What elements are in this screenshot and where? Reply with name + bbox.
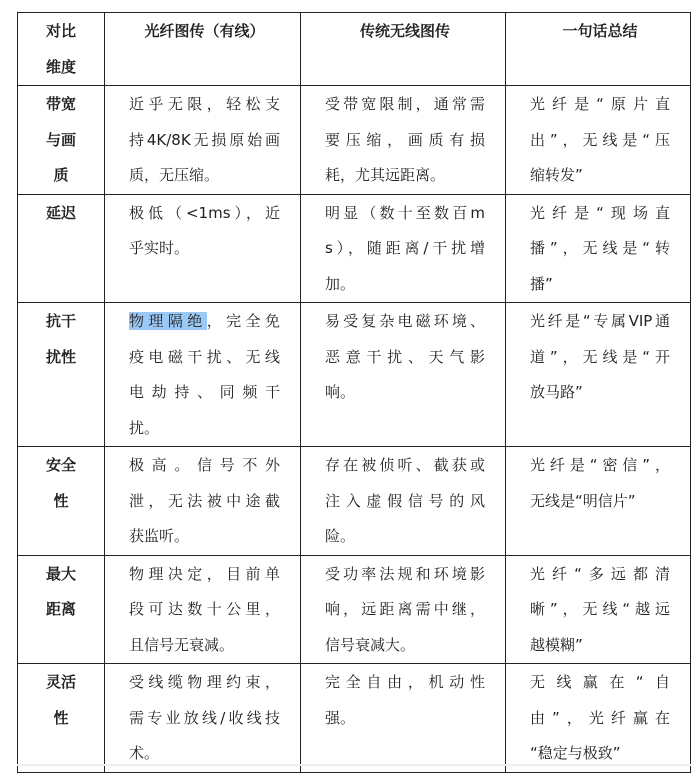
cell-line: 极高。信号不外 [129, 456, 280, 474]
cell-line: 光纤图传（有线） [144, 22, 265, 40]
cell-line: 需专业放线/收线技 [129, 708, 280, 727]
cell-line: 恶意干扰、天气影 [325, 347, 485, 366]
cell-line: 光纤是“专属VIP通 [530, 312, 670, 330]
cell-line: 近乎无限，轻松支 [129, 95, 280, 113]
cell-summary [506, 194, 691, 303]
cell-line: 光纤是“密信”， [530, 456, 670, 474]
cell-line: 段可达数十公里， [129, 600, 280, 618]
cell-line: 受功率法规和环境影 [325, 564, 485, 583]
cell-line: 获监听。 [129, 527, 190, 545]
cell-line: 质，无压缩。 [129, 166, 220, 184]
cell-line: 缩转发” [530, 166, 583, 184]
row-dimension [18, 86, 105, 195]
divider [17, 764, 691, 766]
cell-fiber [105, 86, 301, 195]
cell-line: 扰性 [45, 347, 76, 366]
table-row [18, 303, 691, 447]
cell-summary [506, 303, 691, 447]
cell-line: 光纤是“现场直 [530, 203, 670, 222]
cell-summary [506, 447, 691, 556]
table-row [18, 447, 691, 556]
cell-line: “稳定与极致” [530, 744, 621, 762]
cell-line: 疫电磁干扰、无线 [129, 347, 280, 366]
cell-line: 无线是“明信片” [530, 491, 636, 510]
cell-line: 强。 [325, 708, 356, 727]
cell-line: 物理隔绝，完全免 [129, 312, 280, 330]
cell-line: 要压缩，画质有损 [325, 130, 485, 149]
cell-fiber [105, 194, 301, 303]
cell-line: 光纤“多远都清 [530, 564, 670, 583]
cell-line: 响。 [325, 383, 356, 401]
cell-wireless [301, 555, 506, 664]
cell-line: 抗干 [45, 312, 76, 330]
cell-wireless [301, 447, 506, 556]
cell-line: 易受复杂电磁环境、 [325, 312, 485, 330]
cell-summary [506, 86, 691, 195]
cell-fiber [105, 555, 301, 664]
column-header [301, 13, 506, 86]
cell-line: 安全 [45, 456, 76, 474]
cell-line: 加。 [325, 274, 356, 293]
cell-line: 无线赢在“自 [530, 673, 670, 691]
cell-line: 带宽 [45, 95, 76, 113]
cell-wireless [301, 86, 506, 195]
cell-fiber [105, 664, 301, 773]
cell-line: 一句话总结 [562, 22, 638, 40]
cell-fiber [105, 447, 301, 556]
row-dimension [18, 194, 105, 303]
comparison-table [17, 12, 691, 773]
cell-line: 完全自由，机动性 [325, 673, 485, 691]
cell-line: 信号衰减大。 [325, 635, 416, 654]
cell-line: 性 [53, 708, 69, 727]
cell-line: 最大 [45, 564, 76, 583]
cell-line: 越模糊” [530, 635, 583, 654]
cell-line: 受带宽限制，通常需 [325, 95, 485, 113]
cell-line: 且信号无衰减。 [129, 635, 235, 654]
cell-line: 术。 [129, 744, 160, 762]
cell-line: 光纤是“原片直 [530, 95, 670, 113]
table-row [18, 555, 691, 664]
cell-line: 乎实时。 [129, 239, 190, 257]
cell-line: 受线缆物理约束， [129, 673, 280, 691]
cell-line: 持4K/8K无损原始画 [129, 130, 280, 149]
cell-line: 明显（数十至数百m [325, 203, 485, 222]
column-header [18, 13, 105, 86]
column-header [506, 13, 691, 86]
cell-wireless [301, 194, 506, 303]
cell-line: 灵活 [45, 673, 76, 691]
row-dimension [18, 303, 105, 447]
cell-line: 电劫持、同频干 [129, 383, 280, 401]
cell-line: 耗，尤其远距离。 [325, 166, 446, 184]
cell-line: 响，远距离需中继， [325, 600, 485, 618]
cell-line: 极低（<1ms），近 [129, 203, 280, 222]
cell-line: 维度 [45, 57, 76, 76]
table-row [18, 194, 691, 303]
cell-line: 与画 [45, 130, 76, 149]
cell-wireless [301, 303, 506, 447]
cell-summary [506, 664, 691, 773]
cell-line: 延迟 [45, 203, 76, 222]
cell-line: 放马路” [530, 383, 583, 401]
cell-line: 性 [53, 491, 69, 510]
table-row [18, 664, 691, 773]
cell-line: 泄，无法被中途截 [129, 491, 280, 510]
cell-line: 物理决定，目前单 [129, 564, 280, 583]
table-row [18, 86, 691, 195]
cell-line: 存在被侦听、截获或 [325, 456, 485, 474]
cell-line: 由”，光纤赢在 [530, 708, 670, 727]
cell-line: 注入虚假信号的风 [325, 491, 485, 510]
cell-wireless [301, 664, 506, 773]
cell-fiber [105, 303, 301, 447]
cell-line: 道”，无线是“开 [530, 347, 670, 366]
cell-line: 晰”，无线“越远 [530, 600, 670, 618]
cell-line: 险。 [325, 527, 356, 545]
selected-text[interactable]: 物理隔绝 [129, 312, 207, 330]
cell-line: 传统无线图传 [359, 22, 450, 40]
row-dimension [18, 664, 105, 773]
cell-summary [506, 555, 691, 664]
cell-line: 距离 [45, 600, 76, 618]
cell-line: 播”，无线是“转 [530, 239, 670, 257]
row-dimension [18, 447, 105, 556]
cell-line: s），随距离/干扰增 [325, 239, 485, 257]
header-row [18, 13, 691, 86]
column-header [105, 13, 301, 86]
cell-line: 对比 [45, 22, 76, 40]
cell-line: 出”，无线是“压 [530, 130, 670, 149]
cell-line: 质 [53, 166, 69, 184]
cell-line: 播” [530, 274, 553, 293]
row-dimension [18, 555, 105, 664]
cell-line: 扰。 [129, 418, 160, 437]
